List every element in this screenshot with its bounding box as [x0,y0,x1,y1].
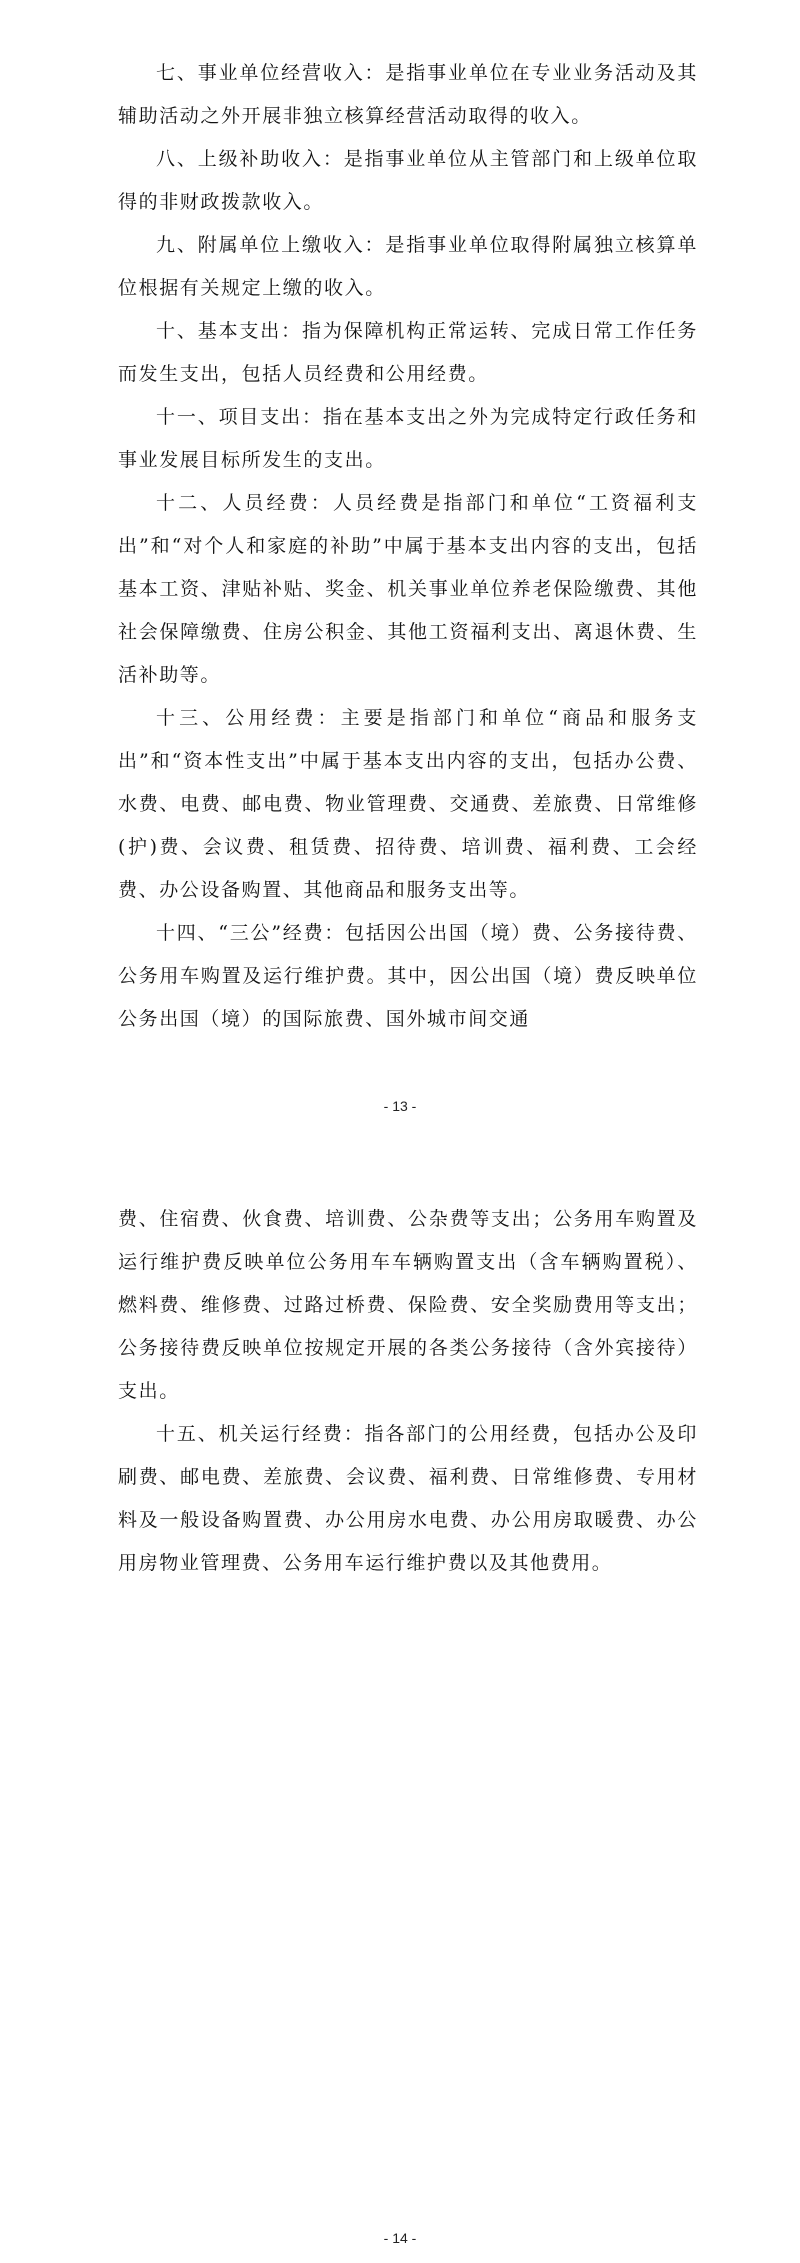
paragraph-three-public-funds: 十四、“三公”经费：包括因公出国（境）费、公务接待费、公务用车购置及运行维护费。其中，因公出国（境）费反映单位公务出国（境）的国际旅费、国外城市间交通 [118,922,698,1030]
paragraph-basic-expenditure: 十、基本支出：指为保障机构正常运转、完成日常工作任务而发生支出，包括人员经费和公用经费。 [118,320,698,385]
page-number: - 14 - [383,2230,417,2246]
page-body [118,52,698,1041]
paragraph-agency-operating-funds: 十五、机关运行经费：指各部门的公用经费，包括办公及印刷费、邮电费、差旅费、会议费、福利费、日常维修费、专用材料及一般设备购置费、办公用房水电费、办公用房取暖费、办公用房物业管理费、公务用车运行维护费以及其他费用。 [118,1423,698,1574]
paragraph-public-funds: 十三、公用经费：主要是指部门和单位“商品和服务支出”和“资本性支出”中属于基本支出内容的支出，包括办公费、水费、电费、邮电费、物业管理费、交通费、差旅费、日常维修(护)费、会议费、租赁费、招待费、培训费、福利费、工会经费、办公设备购置、其他商品和服务支出等。 [118,707,698,901]
paragraph-project-expenditure: 十一、项目支出：指在基本支出之外为完成特定行政任务和事业发展目标所发生的支出。 [118,406,698,471]
document-page-14 [0,1150,800,2263]
paragraph-affiliate-remittance: 九、附属单位上缴收入：是指事业单位取得附属独立核算单位根据有关规定上缴的收入。 [118,234,698,299]
page-body [118,1198,698,1585]
paragraph-personnel-funds: 十二、人员经费：人员经费是指部门和单位“工资福利支出”和“对个人和家庭的补助”中属于基本支出内容的支出，包括基本工资、津贴补贴、奖金、机关事业单位养老保险缴费、其他社会保障缴费、住房公积金、其他工资福利支出、离退休费、生活补助等。 [118,492,698,686]
page-number: - 13 - [383,1098,417,1114]
paragraph-superior-subsidy: 八、上级补助收入：是指事业单位从主管部门和上级单位取得的非财政拨款收入。 [118,148,698,213]
paragraph-three-public-funds-continued: 费、住宿费、伙食费、培训费、公杂费等支出；公务用车购置及运行维护费反映单位公务用车车辆购置支出（含车辆购置税）、燃料费、维修费、过路过桥费、保险费、安全奖励费用等支出；公务接待费反映单位按规定开展的各类公务接待（含外宾接待）支出。 [118,1208,698,1402]
paragraph-operating-income: 七、事业单位经营收入：是指事业单位在专业业务活动及其辅助活动之外开展非独立核算经营活动取得的收入。 [118,62,698,127]
